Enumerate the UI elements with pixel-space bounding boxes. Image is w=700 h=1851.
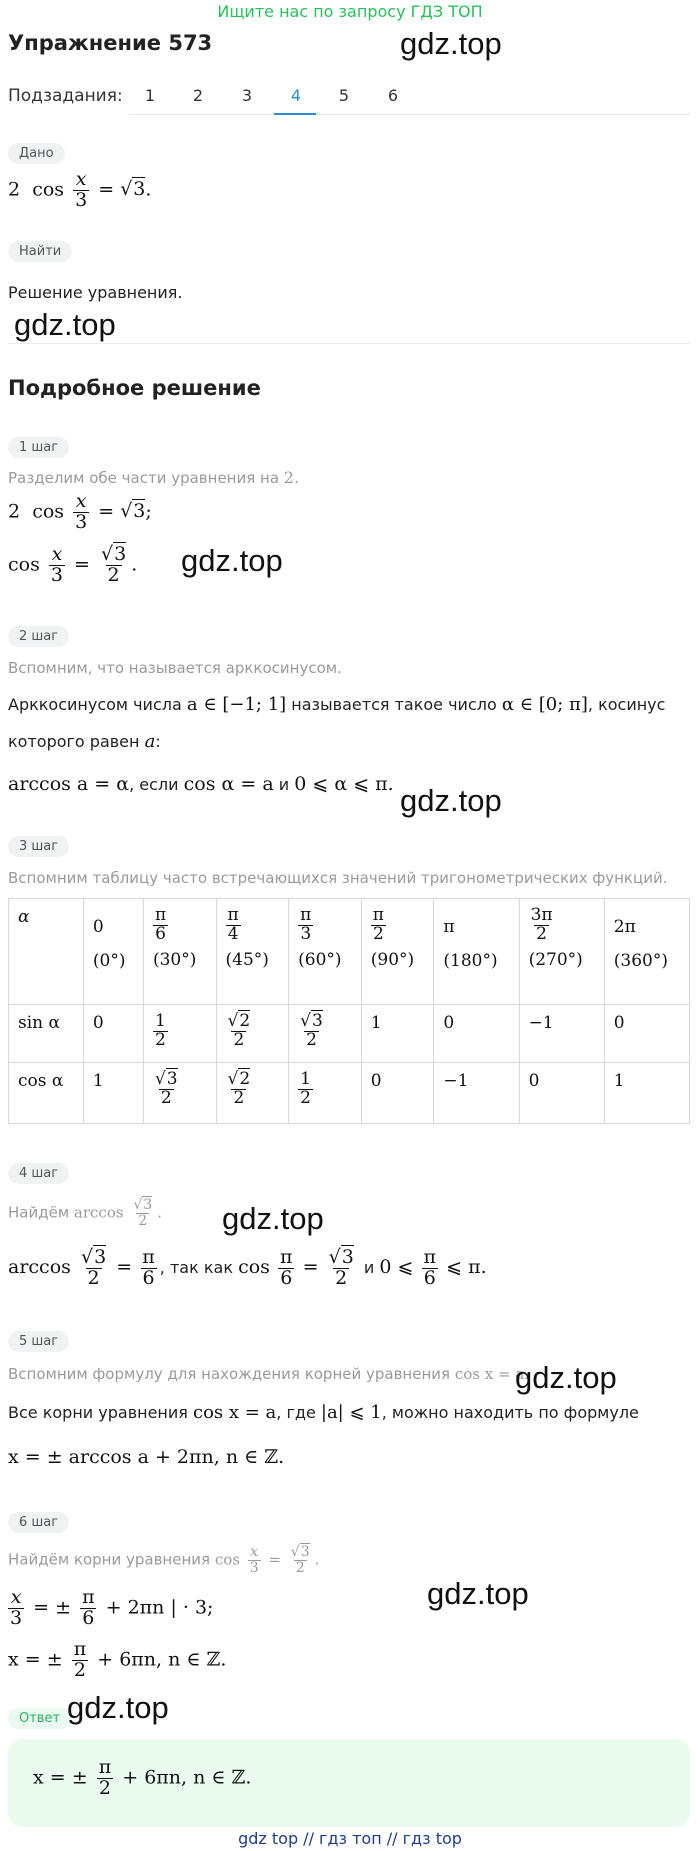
- table-cell: −1: [434, 1063, 519, 1124]
- answer-equation: x = ± $\frac{\pi}{2}$ + 6πn, n ∈ ℤ.: [33, 1756, 252, 1799]
- table-cell: 1: [83, 1063, 143, 1124]
- step-4-description: Найдём arccos $\frac{√3}{2}$ .: [8, 1197, 162, 1229]
- step-1-line-2: cos $\frac{x}{3}$ = $\frac{√3}{2}$ .: [8, 543, 138, 586]
- watermark: gdz.top: [181, 543, 283, 578]
- tab-subtask-1[interactable]: 1: [144, 86, 156, 105]
- watermark: gdz.top: [67, 1690, 169, 1725]
- watermark: gdz.top: [400, 26, 502, 61]
- step-1-chip: 1 шаг: [8, 437, 69, 458]
- table-cell: 0: [83, 1005, 143, 1063]
- general-solution-formula: x = ± arccos a + 2πn, n ∈ ℤ.: [8, 1446, 285, 1468]
- top-search-link[interactable]: Ищите нас по запросу ГДЗ ТОП: [217, 2, 483, 21]
- table-cell: $\frac{√3}{2}$: [289, 1005, 362, 1063]
- table-cell: $\frac{3\pi}{2}$ (270°): [519, 899, 604, 1005]
- tab-subtask-4[interactable]: 4: [290, 86, 302, 105]
- watermark: gdz.top: [222, 1201, 324, 1236]
- table-cell: $\frac{\pi}{2}$ (90°): [361, 899, 434, 1005]
- given-chip: Дано: [8, 143, 65, 164]
- active-tab-indicator: [274, 113, 316, 115]
- table-cell: $\frac{\pi}{4}$ (45°): [216, 899, 289, 1005]
- step-6-line-1: $\frac{x}{3}$ = ± $\frac{\pi}{6}$ + 2πn | · 3;: [10, 1586, 214, 1629]
- watermark: gdz.top: [14, 307, 116, 342]
- subtasks-label: Подзадания:: [8, 86, 123, 106]
- tab-subtask-3[interactable]: 3: [241, 86, 253, 105]
- table-cell: $\frac{√2}{2}$: [216, 1063, 289, 1124]
- table-cell: π (180°): [434, 899, 519, 1005]
- table-cell: 0: [361, 1063, 434, 1124]
- step-5-description: Вспомним формулу для нахождения корней уравнения cos x = a.: [8, 1365, 530, 1383]
- table-row-cos: [9, 1063, 690, 1124]
- step-4-chip: 4 шаг: [8, 1163, 69, 1184]
- tab-subtask-6[interactable]: 6: [387, 86, 399, 105]
- table-cell: α: [9, 899, 84, 1005]
- step-1-line-1: 2 cos $\frac{x}{3}$ = √3;: [8, 490, 152, 533]
- tab-subtask-5[interactable]: 5: [338, 86, 350, 105]
- solution-title: Подробное решение: [8, 376, 261, 400]
- footer-links[interactable]: gdz top // гдз топ // гдз top: [238, 1829, 462, 1848]
- table-cell: $\frac{\pi}{6}$ (30°): [143, 899, 216, 1005]
- table-cell: $\frac{√2}{2}$: [216, 1005, 289, 1063]
- arccos-formula: arccos a = α, если cos α = a и 0 ⩽ α ⩽ π.: [8, 773, 394, 795]
- tabs-divider: [130, 114, 690, 115]
- table-cell: 0: [604, 1005, 689, 1063]
- step-6-description: Найдём корни уравнения cos $\frac{x}{3}$ = $\frac{√3}{2}$ .: [8, 1544, 320, 1576]
- step-4-equation: arccos $\frac{√3}{2}$ = $\frac{\pi}{6}$ , так как cos $\frac{\pi}{6}$ = $\frac{√3}{2}$ и 0 ⩽ $\frac{\pi}{6}$ ⩽ π.: [8, 1246, 487, 1289]
- table-cell: 0: [519, 1063, 604, 1124]
- arccos-definition-line-1: Арккосинусом числа a ∈ [−1; 1] называется такое число α ∈ [0; π], косинус: [8, 694, 666, 715]
- trig-values-table: [8, 898, 690, 1124]
- step-6-chip: 6 шаг: [8, 1512, 69, 1533]
- step-2-description: Вспомним, что называется арккосинусом.: [8, 659, 342, 677]
- divider: [8, 343, 690, 344]
- table-cell: $\frac{\pi}{3}$ (60°): [289, 899, 362, 1005]
- watermark: gdz.top: [427, 1576, 529, 1611]
- table-row-sin: [9, 1005, 690, 1063]
- step-5-text: Все корни уравнения cos x = a, где |a| ⩽ 1, можно находить по формуле: [8, 1402, 639, 1423]
- given-equation: 2 cos $\frac{x}{3}$ = √3.: [8, 168, 152, 211]
- table-cell: 2π (360°): [604, 899, 689, 1005]
- table-cell: 0: [434, 1005, 519, 1063]
- watermark: gdz.top: [400, 783, 502, 818]
- table-cell: 1: [361, 1005, 434, 1063]
- step-5-chip: 5 шаг: [8, 1331, 69, 1352]
- answer-chip: Ответ: [8, 1708, 71, 1729]
- step-1-description: Разделим обе части уравнения на 2.: [8, 468, 300, 487]
- table-cell: 0 (0°): [83, 899, 143, 1005]
- table-cell: $\frac{√3}{2}$: [143, 1063, 216, 1124]
- watermark: gdz.top: [515, 1360, 617, 1395]
- step-3-description: Вспомним таблицу часто встречающихся значений тригонометрических функций.: [8, 869, 668, 887]
- table-header-row: [9, 899, 690, 1005]
- find-text: Решение уравнения.: [8, 283, 183, 302]
- find-chip: Найти: [8, 241, 72, 262]
- table-cell: sin α: [9, 1005, 84, 1063]
- table-cell: $\frac{1}{2}$: [143, 1005, 216, 1063]
- tab-subtask-2[interactable]: 2: [192, 86, 204, 105]
- step-2-chip: 2 шаг: [8, 626, 69, 647]
- table-cell: 1: [604, 1063, 689, 1124]
- arccos-definition-line-2: которого равен a:: [8, 731, 161, 752]
- table-cell: −1: [519, 1005, 604, 1063]
- page-title: Упражнение 573: [8, 31, 213, 55]
- table-cell: cos α: [9, 1063, 84, 1124]
- step-6-line-2: x = ± $\frac{\pi}{2}$ + 6πn, n ∈ ℤ.: [8, 1638, 227, 1681]
- table-cell: $\frac{1}{2}$: [289, 1063, 362, 1124]
- step-3-chip: 3 шаг: [8, 836, 69, 857]
